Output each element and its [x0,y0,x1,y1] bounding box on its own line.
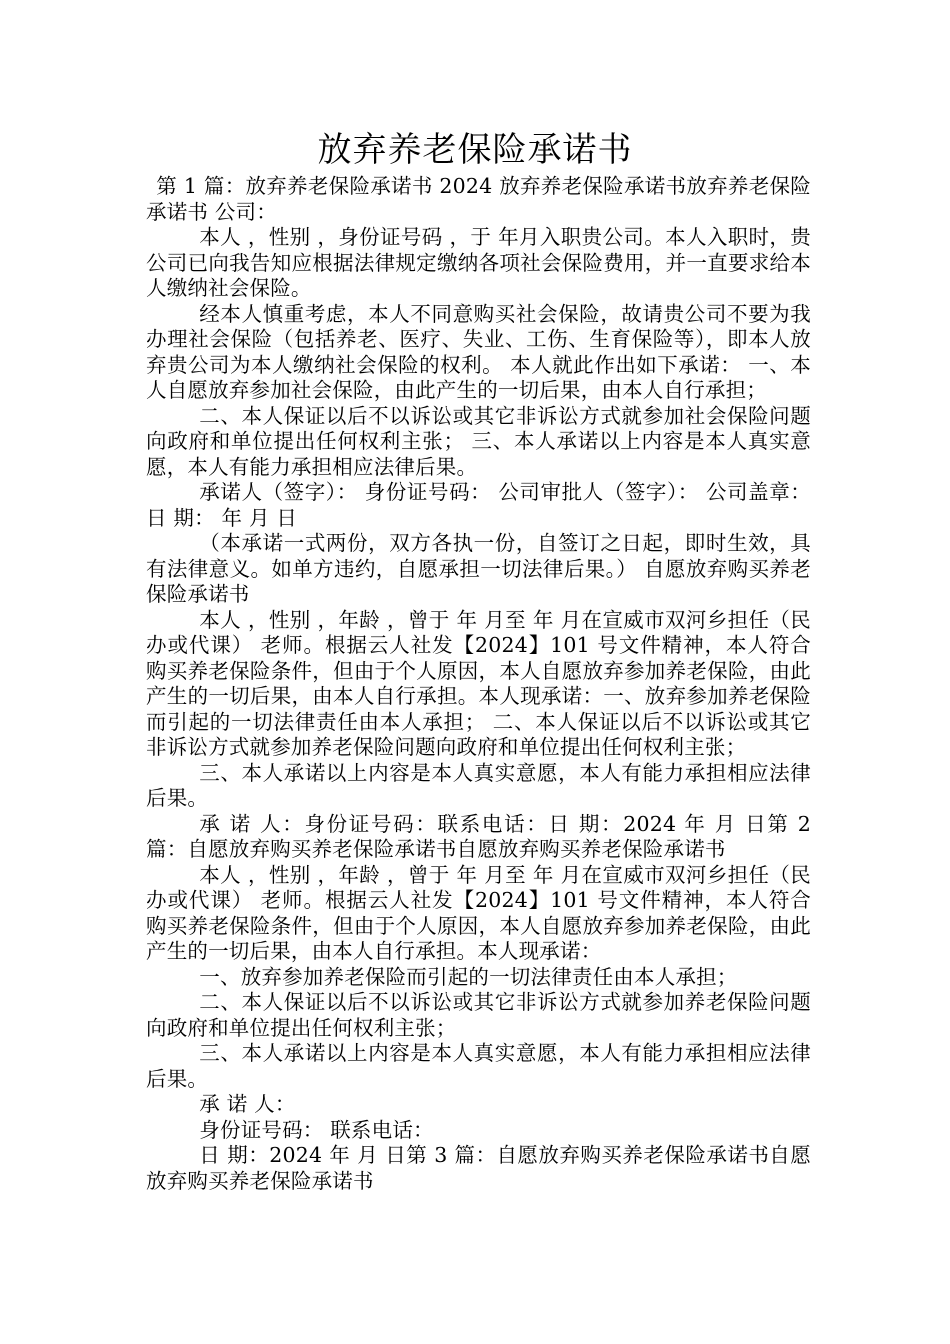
document-title: 放弃养老保险承诺书 [317,130,633,170]
paragraph: 三、本人承诺以上内容是本人真实意愿，本人有能力承担相应法律后果。 [146,760,811,810]
paragraph: 日 期：2024 年 月 日第 3 篇：自愿放弃购买养老保险承诺书自愿放弃购买养老保险承诺书 [146,1143,811,1193]
paragraph: 本人 ，性别 ，年龄 ，曾于 年 月至 年 月在宣威市双河乡担任（民办或代课） 老师。根据云人社发【2024】101 号文件精神，本人符合购买养老保险条件，但由于个人原因，本人自愿放弃参加养老保险，由此产生的一切后果，由本人自行承担。本人现承诺：一、放弃参加养老保险而引起的一切法律责任由本人承担； 二、本人保证以后不以诉讼或其它非诉讼方式就参加养老保险问题向政府和单位提出任何权利主张； [146,607,811,759]
paragraph: 本人 ，性别 ，年龄 ，曾于 年 月至 年 月在宣威市双河乡担任（民办或代课） 老师。根据云人社发【2024】101 号文件精神，本人符合购买养老保险条件，但由于个人原因，本人自愿放弃参加养老保险，由此产生的一切后果，由本人自行承担。本人现承诺： [146,862,811,963]
paragraph: 二、本人保证以后不以诉讼或其它非诉讼方式就参加养老保险问题向政府和单位提出任何权利主张； [146,990,811,1040]
paragraph: 承 诺 人：身份证号码：联系电话：日 期：2024 年 月 日第 2 篇：自愿放弃购买养老保险承诺书自愿放弃购买养老保险承诺书 [146,811,811,861]
paragraph: 身份证号码： 联系电话： [199,1117,434,1142]
paragraph: 本人 ，性别 ，身份证号码 ，于 年月入职贵公司。本人入职时，贵公司已向我告知应根据法律规定缴纳各项社会保险费用，并一直要求给本人缴纳社会保险。 [146,225,811,300]
paragraph: 一、放弃参加养老保险而引起的一切法律责任由本人承担； [199,964,738,989]
paragraph: 承 诺 人： [199,1092,296,1116]
paragraph: 第 1 篇：放弃养老保险承诺书 2024 放弃养老保险承诺书放弃养老保险承诺书 公司： [146,174,811,224]
paragraph: （本承诺一式两份，双方各执一份，自签订之日起，即时生效，具有法律意义。如单方违约，自愿承担一切法律后果。） 自愿放弃购买养老保险承诺书 [146,531,811,606]
document-body [146,174,811,1194]
paragraph: 二、本人保证以后不以诉讼或其它非诉讼方式就参加社会保险问题向政府和单位提出任何权利主张； 三、本人承诺以上内容是本人真实意愿，本人有能力承担相应法律后果。 [146,403,811,479]
paragraph: 三、本人承诺以上内容是本人真实意愿，本人有能力承担相应法律后果。 [146,1041,811,1091]
paragraph: 经本人慎重考虑，本人不同意购买社会保险，故请贵公司不要为我办理社会保险（包括养老、医疗、失业、工伤、生育保险等），即本人放弃贵公司为本人缴纳社会保险的权利。 本人就此作出如下承诺： 一、本人自愿放弃参加社会保险，由此产生的一切后果，由本人自行承担； [146,301,811,402]
paragraph: 承诺人（签字）： 身份证号码： 公司审批人（签字）： 公司盖章： 日 期： 年 月 日 [146,480,811,530]
